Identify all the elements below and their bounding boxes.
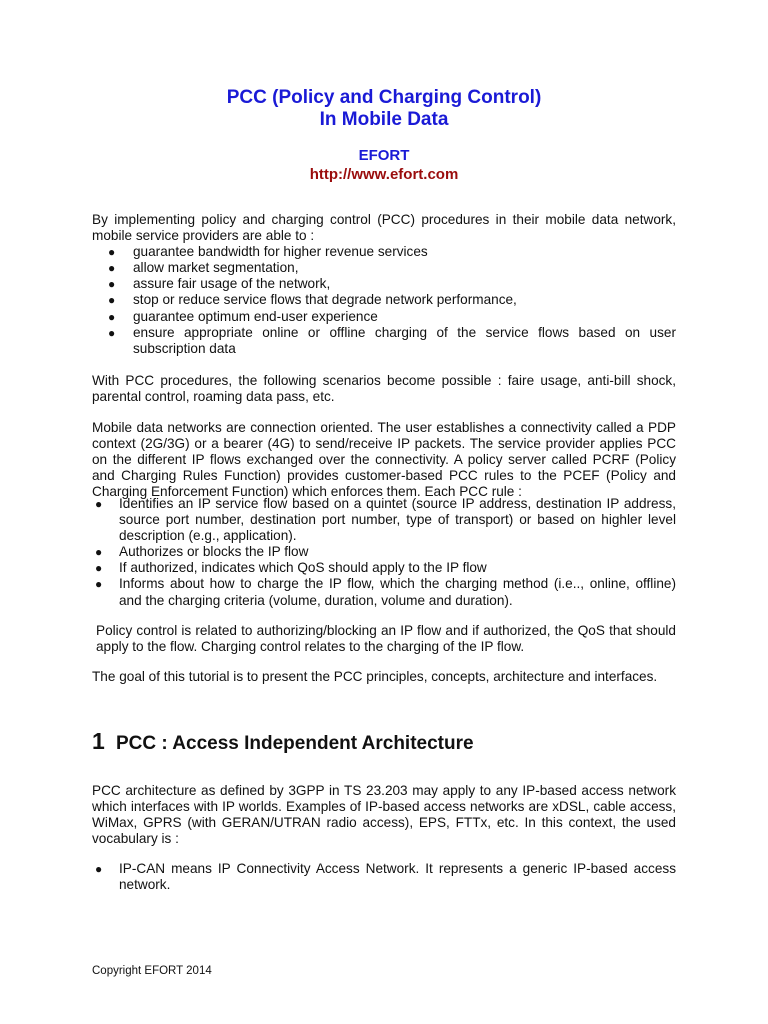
bullet-icon: ● — [108, 277, 116, 292]
connection-paragraph: Mobile data networks are connection oriented. The user establishes a connectivity called a PDP context (2G/3G) or a bearer (4G) to send/receive IP packets. The service provider applies PCC on the different IP flows exchanged over the connectivity. A policy server called PCRF (Policy and Charging Rules Function) provides customer-based PCC rules to the PCEF (Policy and Charging Enforcement Function) which enforces them. Each PCC rule : — [92, 420, 676, 500]
list-item: ● allow market segmentation, — [108, 260, 299, 276]
goal-paragraph: The goal of this tutorial is to present the PCC principles, concepts, architecture and interfaces. — [92, 669, 658, 684]
policy-control-paragraph: Policy control is related to authorizing/blocking an IP flow and if authorized, the QoS that should apply to the flow. Charging control relates to the charging of the IP flow. — [96, 623, 676, 655]
scenarios-paragraph: With PCC procedures, the following scenarios become possible : faire usage, anti-bill shock, parental control, roaming data pass, etc. — [92, 373, 676, 405]
list-item: ● Authorizes or blocks the IP flow — [95, 544, 309, 560]
list-item: ● guarantee optimum end-user experience — [108, 308, 378, 324]
list-item: ● If authorized, indicates which QoS should apply to the IP flow — [95, 560, 487, 576]
bullet-icon: ● — [95, 862, 103, 876]
bullet-icon: ● — [108, 261, 116, 276]
section-paragraph: PCC architecture as defined by 3GPP in TS 23.203 may apply to any IP-based access network which interfaces with IP worlds. Examples of IP-based access networks are xDSL, cable access, WiMax, GPRS (with GERAN/UTRAN radio access), EPS, FTTx, etc. In this context, the used vocabulary is : — [92, 783, 676, 847]
vocabulary-list — [92, 861, 676, 893]
list-item: ● Informs about how to charge the IP flow, which the charging method (i.e.., online, offline) and the charging criteria (volume, duration, volume and duration). — [95, 576, 676, 608]
document-title-line2: In Mobile Data — [319, 109, 449, 130]
page-footer: Copyright EFORT 2014 — [92, 965, 212, 977]
section-number: 1 — [92, 728, 105, 754]
bullet-icon: ● — [108, 309, 116, 324]
bullet-icon: ● — [95, 497, 103, 511]
document-title-line1: PCC (Policy and Charging Control) — [226, 87, 542, 108]
list-item: ● assure fair usage of the network, — [108, 276, 331, 292]
list-item: ● Identifies an IP service flow based on a quintet (source IP address, destination IP address, source port number, destination port number, type of transport) or based on highler level description (e.g., application). — [95, 496, 676, 544]
section-title: PCC : Access Independent Architecture — [116, 733, 474, 754]
intro-section — [92, 212, 676, 357]
list-item: ● IP-CAN means IP Connectivity Access Network. It represents a generic IP-based access network. — [95, 861, 676, 893]
bullet-icon: ● — [95, 577, 103, 592]
bullet-icon: ● — [95, 561, 103, 576]
bullet-icon: ● — [108, 293, 116, 308]
bullet-icon: ● — [95, 545, 103, 560]
document-page — [92, 0, 676, 1024]
bullet-icon: ● — [108, 245, 116, 260]
list-item: ● guarantee bandwidth for higher revenue services — [108, 244, 428, 260]
list-item: ● ensure appropriate online or offline charging of the service flows based on user subscription data — [108, 324, 676, 356]
bullet-icon: ● — [108, 325, 116, 340]
author-name: EFORT — [358, 147, 410, 164]
author-url-link[interactable]: http://www.efort.com — [309, 166, 459, 183]
section-heading — [92, 728, 676, 755]
pcc-rule-list — [92, 496, 676, 609]
benefits-list — [92, 244, 676, 357]
intro-paragraph: By implementing policy and charging control (PCC) procedures in their mobile data network, mobile service providers are able to : — [92, 212, 676, 244]
list-item: ● stop or reduce service flows that degrade network performance, — [108, 292, 517, 308]
